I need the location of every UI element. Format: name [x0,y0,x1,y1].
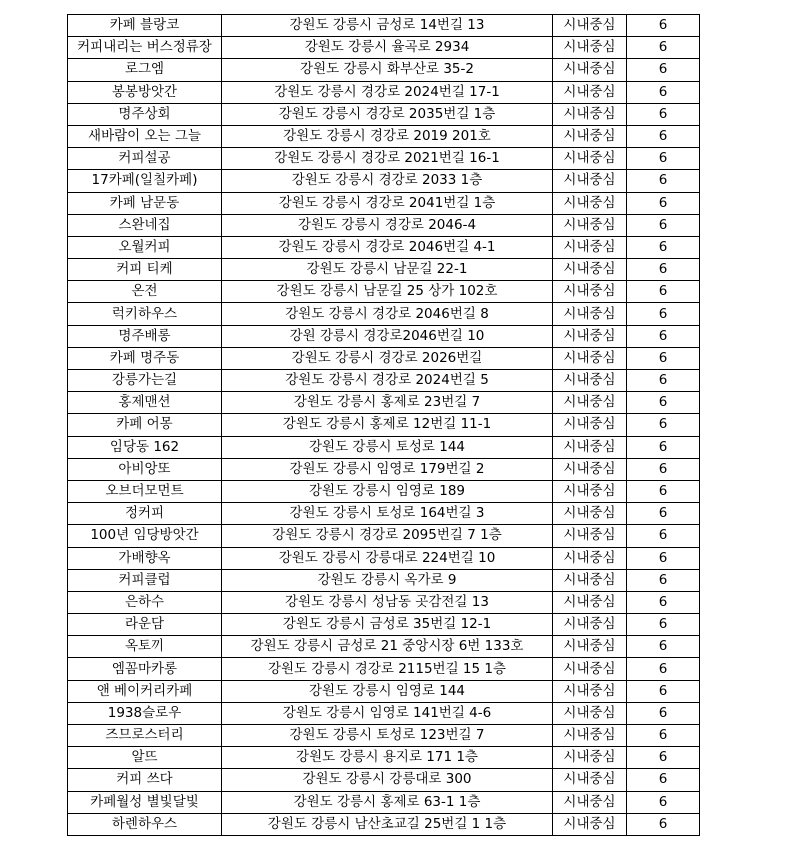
address-cell: 강원도 강릉시 토성로 164번길 3 [222,503,553,525]
area-cell: 시내중심 [553,214,627,236]
number-cell: 6 [627,214,700,236]
address-cell: 강원도 강릉시 경강로 2035번길 1층 [222,103,553,125]
address-cell: 강원도 강릉시 토성로 144 [222,436,553,458]
address-cell: 강원도 강릉시 금성로 21 중앙시장 6번 133호 [222,636,553,658]
number-cell: 6 [627,281,700,303]
table-row [68,547,700,569]
cafe-name-cell: 카페 남문동 [68,192,222,214]
area-cell: 시내중심 [553,236,627,258]
number-cell: 6 [627,791,700,813]
table-row [68,370,700,392]
number-cell: 6 [627,392,700,414]
table-row [68,37,700,59]
area-cell: 시내중심 [553,370,627,392]
area-cell: 시내중심 [553,347,627,369]
area-cell: 시내중심 [553,547,627,569]
address-cell: 강원도 강릉시 경강로 2026번길 [222,347,553,369]
number-cell: 6 [627,59,700,81]
area-cell: 시내중심 [553,392,627,414]
table-row [68,591,700,613]
cafe-name-cell: 명주상회 [68,103,222,125]
cafe-name-cell: 럭키하우스 [68,303,222,325]
area-cell: 시내중심 [553,15,627,37]
address-cell: 강원도 강릉시 토성로 123번길 7 [222,725,553,747]
table-row [68,170,700,192]
table-row [68,303,700,325]
address-cell: 강원도 강릉시 경강로 2046번길 8 [222,303,553,325]
area-cell: 시내중심 [553,170,627,192]
cafe-name-cell: 오브더모먼트 [68,480,222,502]
number-cell: 6 [627,414,700,436]
area-cell: 시내중심 [553,636,627,658]
table-row [68,103,700,125]
number-cell: 6 [627,747,700,769]
table-row [68,791,700,813]
area-cell: 시내중심 [553,569,627,591]
area-cell: 시내중심 [553,725,627,747]
address-cell: 강원도 강릉시 임영로 189 [222,480,553,502]
area-cell: 시내중심 [553,702,627,724]
table-row [68,192,700,214]
cafe-name-cell: 1938슬로우 [68,702,222,724]
address-cell: 강원도 강릉시 경강로 2019 201호 [222,125,553,147]
address-cell: 강원도 강릉시 임영로 144 [222,680,553,702]
table-row [68,725,700,747]
table-row [68,148,700,170]
number-cell: 6 [627,81,700,103]
address-cell: 강원도 강릉시 옥가로 9 [222,569,553,591]
table-row [68,15,700,37]
cafe-name-cell: 스완네집 [68,214,222,236]
cafe-name-cell: 커피설공 [68,148,222,170]
area-cell: 시내중심 [553,148,627,170]
number-cell: 6 [627,658,700,680]
area-cell: 시내중심 [553,125,627,147]
area-cell: 시내중심 [553,37,627,59]
cafe-name-cell: 옥토끼 [68,636,222,658]
number-cell: 6 [627,636,700,658]
number-cell: 6 [627,725,700,747]
address-cell: 강원도 강릉시 금성로 35번길 12-1 [222,614,553,636]
table-row [68,813,700,835]
address-cell: 강원도 강릉시 남문길 22-1 [222,259,553,281]
cafe-name-cell: 엠꼼마카롱 [68,658,222,680]
table-row [68,702,700,724]
area-cell: 시내중심 [553,325,627,347]
address-cell: 강원도 강릉시 금성로 14번길 13 [222,15,553,37]
area-cell: 시내중심 [553,769,627,791]
number-cell: 6 [627,813,700,835]
address-cell: 강원도 강릉시 경강로 2021번길 16-1 [222,148,553,170]
address-cell: 강원도 강릉시 남산초교길 25번길 1 1층 [222,813,553,835]
address-cell: 강원도 강릉시 경강로 2024번길 5 [222,370,553,392]
cafe-name-cell: 아비앙또 [68,458,222,480]
table-row [68,769,700,791]
number-cell: 6 [627,347,700,369]
cafe-name-cell: 100년 임당방앗간 [68,525,222,547]
cafe-name-cell: 가배향옥 [68,547,222,569]
table-row [68,503,700,525]
address-cell: 강원도 강릉시 경강로 2095번길 7 1층 [222,525,553,547]
area-cell: 시내중심 [553,103,627,125]
number-cell: 6 [627,547,700,569]
cafe-name-cell: 카페 어몽 [68,414,222,436]
address-cell: 강원도 강릉시 임영로 141번길 4-6 [222,702,553,724]
number-cell: 6 [627,15,700,37]
cafe-table [67,14,700,836]
table-row [68,414,700,436]
area-cell: 시내중심 [553,680,627,702]
area-cell: 시내중심 [553,791,627,813]
cafe-name-cell: 즈므로스터리 [68,725,222,747]
address-cell: 강원도 강릉시 강릉대로 300 [222,769,553,791]
cafe-name-cell: 오월커피 [68,236,222,258]
number-cell: 6 [627,125,700,147]
cafe-name-cell: 홍제맨션 [68,392,222,414]
area-cell: 시내중심 [553,480,627,502]
number-cell: 6 [627,37,700,59]
number-cell: 6 [627,702,700,724]
table-row [68,325,700,347]
address-cell: 강원도 강릉시 경강로 2046-4 [222,214,553,236]
area-cell: 시내중심 [553,813,627,835]
number-cell: 6 [627,436,700,458]
number-cell: 6 [627,525,700,547]
cafe-name-cell: 카페 블랑코 [68,15,222,37]
table-row [68,747,700,769]
cafe-name-cell: 커피클럽 [68,569,222,591]
number-cell: 6 [627,680,700,702]
number-cell: 6 [627,325,700,347]
table-row [68,525,700,547]
cafe-name-cell: 명주배롱 [68,325,222,347]
area-cell: 시내중심 [553,281,627,303]
number-cell: 6 [627,236,700,258]
table-row [68,259,700,281]
cafe-name-cell: 강릉가는길 [68,370,222,392]
table-row [68,59,700,81]
address-cell: 강원도 강릉시 홍제로 63-1 1층 [222,791,553,813]
area-cell: 시내중심 [553,81,627,103]
area-cell: 시내중심 [553,414,627,436]
address-cell: 강원도 강릉시 경강로 2046번길 4-1 [222,236,553,258]
number-cell: 6 [627,303,700,325]
address-cell: 강원도 강릉시 강릉대로 224번길 10 [222,547,553,569]
address-cell: 강원도 강릉시 용지로 171 1층 [222,747,553,769]
number-cell: 6 [627,503,700,525]
area-cell: 시내중심 [553,503,627,525]
address-cell: 강원도 강릉시 홍제로 12번길 11-1 [222,414,553,436]
table-row [68,436,700,458]
cafe-name-cell: 임당동 162 [68,436,222,458]
number-cell: 6 [627,480,700,502]
table-row [68,392,700,414]
area-cell: 시내중심 [553,591,627,613]
number-cell: 6 [627,192,700,214]
cafe-name-cell: 봉봉방앗간 [68,81,222,103]
table-row [68,81,700,103]
cafe-name-cell: 정커피 [68,503,222,525]
cafe-name-cell: 라운담 [68,614,222,636]
number-cell: 6 [627,569,700,591]
number-cell: 6 [627,370,700,392]
area-cell: 시내중심 [553,747,627,769]
area-cell: 시내중심 [553,436,627,458]
table-row [68,680,700,702]
table-row [68,614,700,636]
area-cell: 시내중심 [553,658,627,680]
area-cell: 시내중심 [553,458,627,480]
table-row [68,214,700,236]
address-cell: 강원도 강릉시 경강로 2033 1층 [222,170,553,192]
cafe-name-cell: 하렌하우스 [68,813,222,835]
cafe-name-cell: 커피 티케 [68,259,222,281]
table-row [68,569,700,591]
address-cell: 강원도 강릉시 경강로 2041번길 1층 [222,192,553,214]
cafe-name-cell: 온전 [68,281,222,303]
address-cell: 강원도 강릉시 경강로 2115번길 15 1층 [222,658,553,680]
number-cell: 6 [627,148,700,170]
cafe-name-cell: 카페월성 별빛달빛 [68,791,222,813]
cafe-name-cell: 은하수 [68,591,222,613]
area-cell: 시내중심 [553,259,627,281]
area-cell: 시내중심 [553,614,627,636]
address-cell: 강원도 강릉시 경강로 2024번길 17-1 [222,81,553,103]
address-cell: 강원도 강릉시 남문길 25 상가 102호 [222,281,553,303]
cafe-name-cell: 로그엠 [68,59,222,81]
number-cell: 6 [627,259,700,281]
cafe-name-cell: 커피내리는 버스정류장 [68,37,222,59]
table-row [68,480,700,502]
area-cell: 시내중심 [553,192,627,214]
table-row [68,636,700,658]
table-row [68,347,700,369]
table-row [68,281,700,303]
table-row [68,236,700,258]
cafe-name-cell: 새바람이 오는 그늘 [68,125,222,147]
cafe-name-cell: 17카페(일칠카페) [68,170,222,192]
area-cell: 시내중심 [553,303,627,325]
table-row [68,458,700,480]
number-cell: 6 [627,458,700,480]
number-cell: 6 [627,103,700,125]
area-cell: 시내중심 [553,525,627,547]
cafe-name-cell: 카페 명주동 [68,347,222,369]
area-cell: 시내중심 [553,59,627,81]
number-cell: 6 [627,769,700,791]
cafe-name-cell: 앤 베이커리카페 [68,680,222,702]
cafe-name-cell: 커피 쓰다 [68,769,222,791]
number-cell: 6 [627,170,700,192]
address-cell: 강원도 강릉시 율곡로 2934 [222,37,553,59]
cafe-table-body [68,15,700,836]
address-cell: 강원도 강릉시 홍제로 23번길 7 [222,392,553,414]
address-cell: 강원도 강릉시 성남동 곳감전길 13 [222,591,553,613]
cafe-name-cell: 알뜨 [68,747,222,769]
address-cell: 강원도 강릉시 화부산로 35-2 [222,59,553,81]
table-row [68,658,700,680]
address-cell: 강원 강릉시 경강로2046번길 10 [222,325,553,347]
table-row [68,125,700,147]
address-cell: 강원도 강릉시 임영로 179번길 2 [222,458,553,480]
number-cell: 6 [627,591,700,613]
number-cell: 6 [627,614,700,636]
